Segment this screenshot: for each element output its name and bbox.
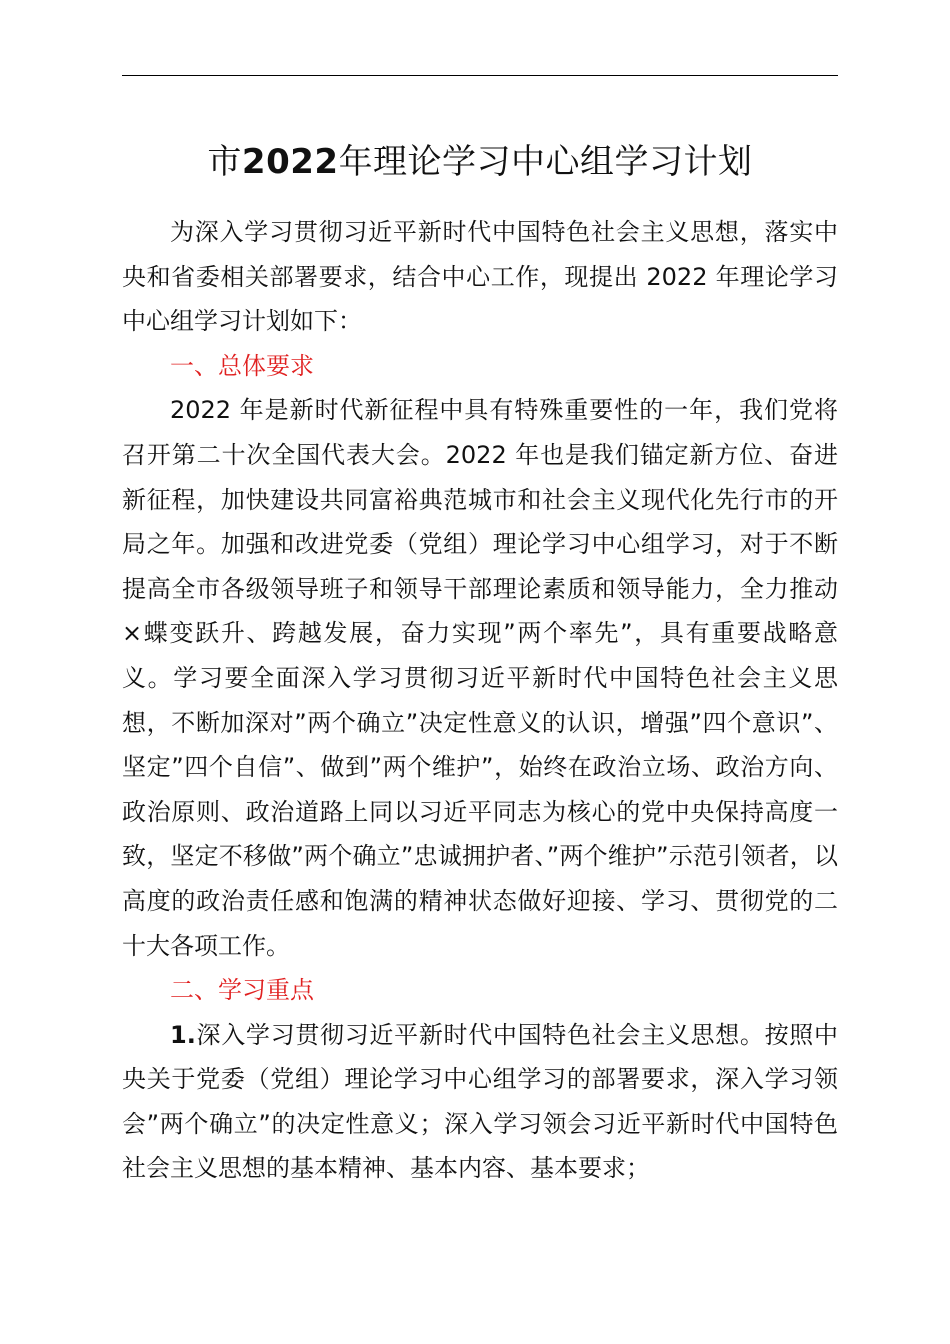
item-number: 1. [170,1020,196,1049]
section-heading-overall-requirements: 一、总体要求 [170,351,314,380]
section2-item-1 [122,1013,838,1191]
section1-paragraph: 2022 年是新时代新征程中具有特殊重要性的一年，我们党将召开第二十次全国代表大会。2022 年也是我们锚定新方位、奋进新征程，加快建设共同富裕典范城市和社会主义现代化先行市的开局之年。加强和改进党委（党组）理论学习中心组学习，对于不断提高全市各级领导班子和领导干部理论素质和领导能力，全力推动×蝶变跃升、跨越发展，奋力实现”两个率先”，具有重要战略意义。学习要全面深入学习贯彻习近平新时代中国特色社会主义思想，不断加深对”两个确立”决定性意义的认识，增强”四个意识”、坚定”四个自信”、做到”两个维护”，始终在政治立场、政治方向、政治原则、政治道路上同以习近平同志为核心的党中央保持高度一致，坚定不移做”两个确立”忠诚拥护者、”两个维护”示范引领者，以高度的政治责任感和饱满的精神状态做好迎接、学习、贯彻党的二十大各项工作。 [122,396,838,960]
document-body [122,210,838,1191]
intro-paragraph: 为深入学习贯彻习近平新时代中国特色社会主义思想，落实中央和省委相关部署要求，结合中心工作，现提出 2022 年理论学习中心组学习计划如下： [122,218,838,336]
item-text: 深入学习贯彻习近平新时代中国特色社会主义思想。按照中央关于党委（党组）理论学习中心组学习的部署要求，深入学习领会”两个确立”的决定性意义；深入学习领会习近平新时代中国特色社会主义思想的基本精神、基本内容、基本要求； [122,1020,838,1183]
title-year: 2022 [241,142,339,182]
document-title [122,136,838,188]
title-suffix: 年理论学习中心组学习计划 [338,142,753,182]
header-rule [122,75,838,76]
section-heading-study-focus: 二、学习重点 [170,976,314,1005]
title-prefix: 市 [207,142,242,182]
